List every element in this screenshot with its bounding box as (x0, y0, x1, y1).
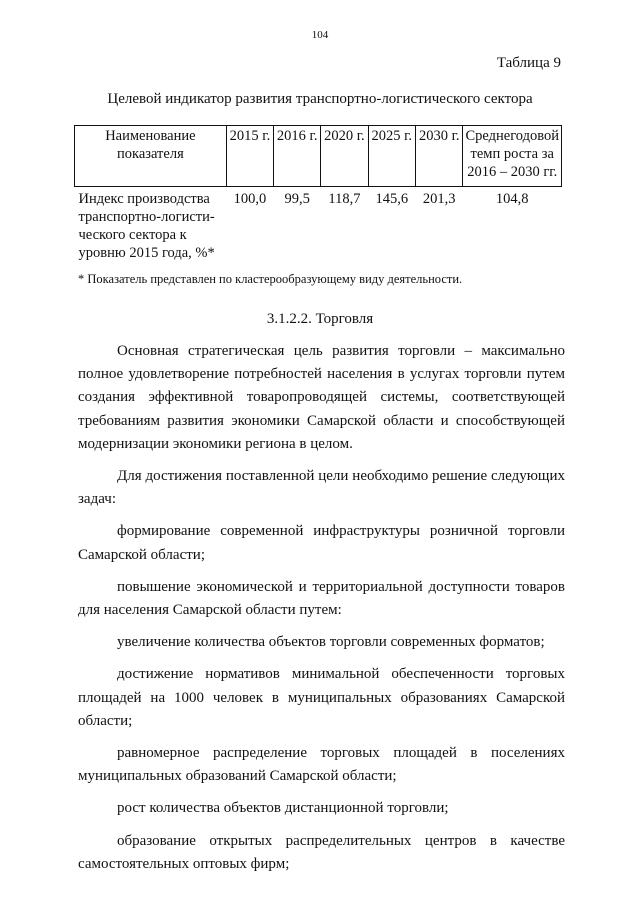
header-2015: 2015 г. (226, 126, 273, 187)
paragraph: рост количества объектов дистанционной торговли; (117, 800, 449, 817)
table-header-row (75, 126, 562, 187)
table-title: Целевой индикатор развития транспортно-логистического сектора (107, 91, 533, 107)
row-indicator-name: Индекс производства транспортно-логисти-ческого сектора к уровню 2015 года, %* (78, 191, 215, 261)
table-row (75, 187, 562, 263)
paragraph: равномерное распределение торговых площадей в поселениях муниципальных образований Самарской области; (78, 745, 565, 785)
value-2025: 145,6 (375, 191, 409, 207)
header-indicator-name: Наименование показателя (75, 126, 227, 187)
paragraph: достижение нормативов минимальной обеспеченности торговых площадей на 1000 человек в муниципальных образованиях Самарской области; (78, 666, 565, 729)
value-avg-growth: 104,8 (495, 191, 529, 207)
header-avg-growth: Среднегодовой темп роста за 2016 – 2030 гг. (463, 126, 562, 187)
paragraph: Основная стратегическая цель развития торговли – максимально полное удовлетворение потребностей населения в услугах торговли путем создания эффективной товаропроводящей системы, соответствующей требованиям развития экономики Самарской области и способствующей модернизации экономики региона в целом. (78, 343, 565, 452)
paragraph: образование открытых распределительных центров в качестве самостоятельных оптовых фирм; (78, 832, 565, 872)
header-2030: 2030 г. (415, 126, 462, 187)
value-2020: 118,7 (328, 191, 361, 207)
header-2025: 2025 г. (368, 126, 415, 187)
paragraph: повышение экономической и территориальной доступности товаров для населения Самарской области путем: (78, 578, 565, 619)
value-2016: 99,5 (284, 191, 310, 207)
table-label: Таблица 9 (496, 55, 561, 71)
header-2020: 2020 г. (321, 126, 368, 187)
body-text (78, 340, 565, 885)
section-heading: 3.1.2.2. Торговля (266, 311, 374, 327)
paragraph: увеличение количества объектов торговли современных форматов; (117, 634, 545, 651)
header-2016: 2016 г. (274, 126, 321, 187)
page-number: 104 (311, 29, 329, 41)
table-footnote: * Показатель представлен по кластерообразующему виду деятельности. (78, 272, 463, 286)
value-2030: 201,3 (422, 191, 456, 207)
indicator-table (74, 125, 562, 262)
paragraph: формирование современной инфраструктуры розничной торговли Самарской области; (78, 523, 565, 563)
value-2015: 100,0 (233, 191, 267, 207)
paragraph: Для достижения поставленной цели необходимо решение следующих задач: (78, 468, 565, 508)
